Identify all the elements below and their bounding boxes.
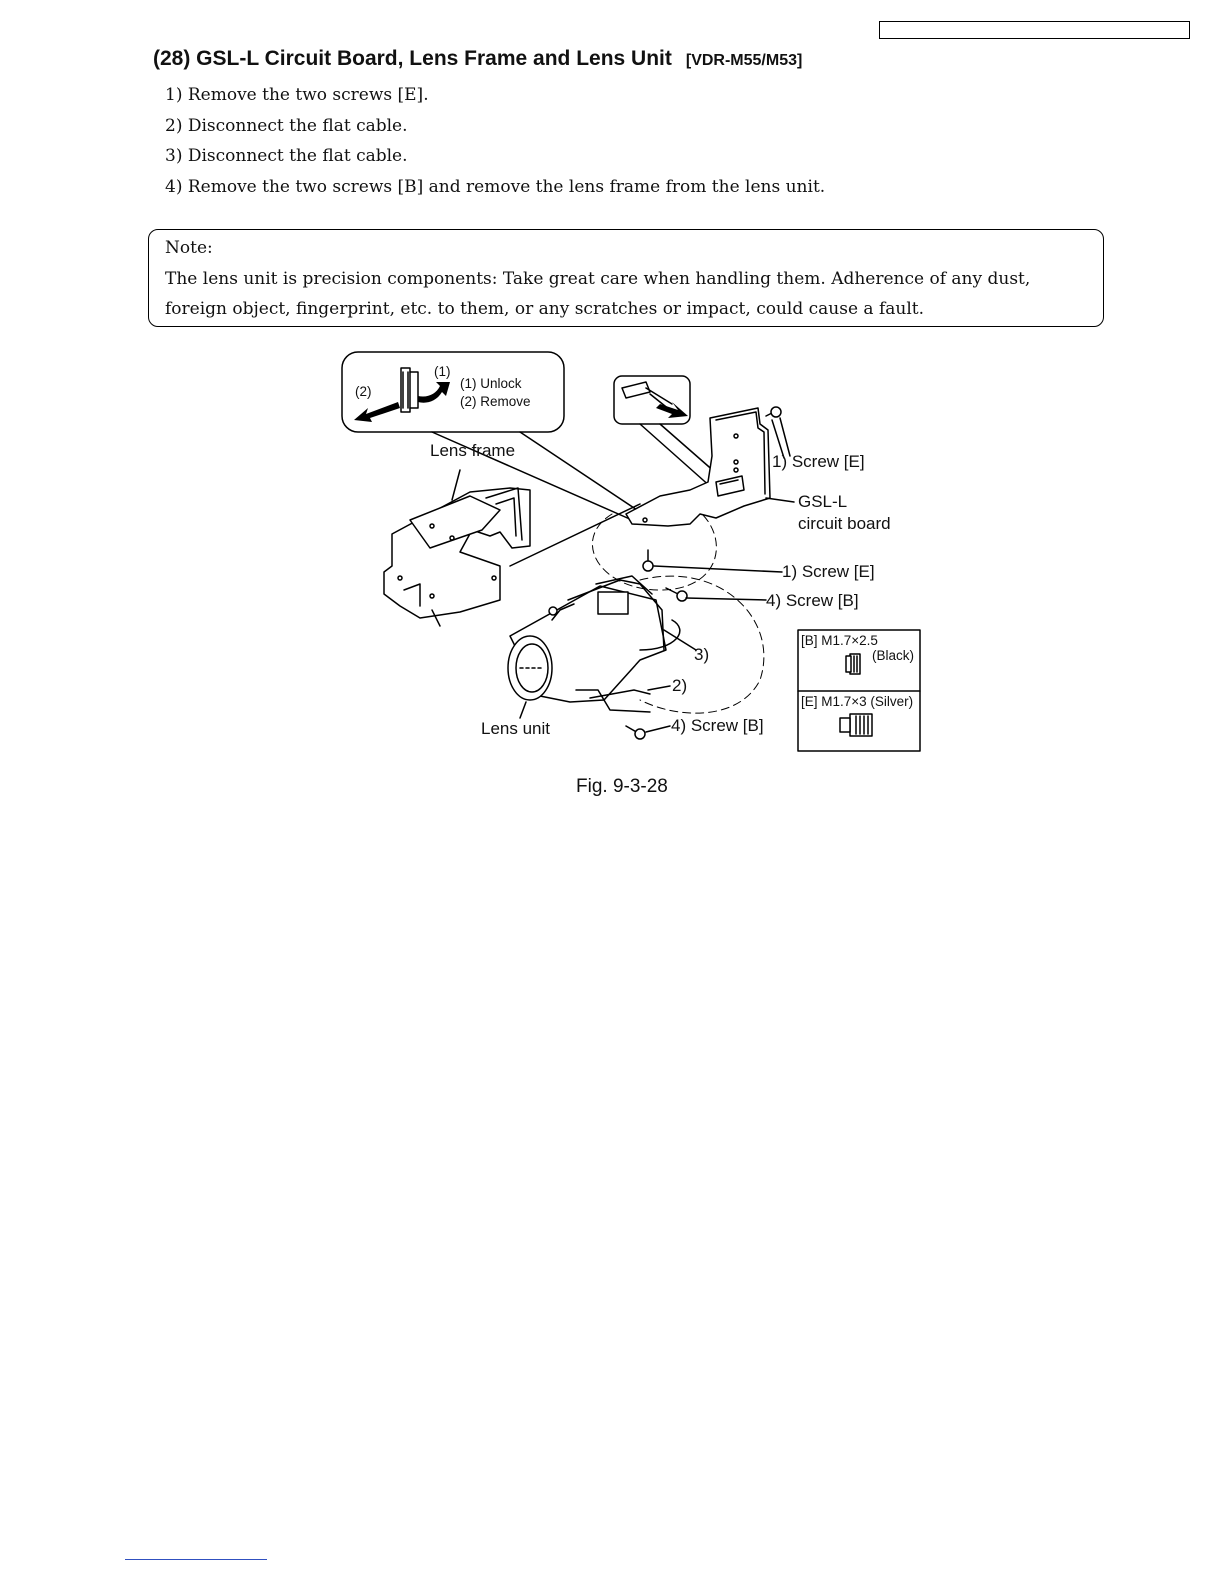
model-tag: [VDR-M55/M53] [685, 52, 803, 69]
callout-unlock-label: (1) Unlock [460, 376, 522, 391]
lens-frame-drawing [384, 488, 530, 626]
note-line-2: foreign object, fingerprint, etc. to them, or any scratches or impact, could cause a fault. [165, 299, 925, 319]
step-3-label: 3) [694, 645, 710, 664]
note-line-1: The lens unit is precision components: Take great care when handling them. Adherence of any dust, [165, 268, 1031, 289]
connector-callout [342, 352, 564, 432]
screw-e-top-drawing [766, 407, 781, 417]
screw-b-color: (Black) [872, 648, 915, 663]
screw-b-top-label: 4) Screw [B] [766, 591, 859, 610]
figure-caption: Fig. 9-3-28 [576, 776, 668, 797]
step-2: 2) Disconnect the flat cable. [165, 115, 408, 136]
gsl-l-board-drawing [626, 408, 770, 526]
note-heading: Note: [165, 238, 213, 258]
step-3: 3) Disconnect the flat cable. [165, 146, 408, 166]
lens-frame-label: Lens frame [430, 441, 516, 460]
screw-b-spec: [B] M1.7×2.5 [801, 633, 878, 648]
screw-e-spec: [E] M1.7×3 (Silver) [801, 694, 914, 709]
step-2-label: 2) [672, 676, 688, 695]
screw-e-mid-label: 1) Screw [E] [782, 562, 875, 581]
screw-b-bottom-drawing [626, 726, 645, 739]
footer-link-line [125, 1559, 267, 1560]
gsl-l-label-line2: circuit board [798, 514, 891, 533]
callout-step-1-label: (1) [434, 364, 451, 379]
lens-unit-label: Lens unit [481, 719, 550, 738]
section-title-text: (28) GSL-L Circuit Board, Lens Frame and Lens Unit [153, 47, 672, 70]
screw-e-top-label: 1) Screw [E] [772, 452, 865, 471]
lens-unit-drawing [508, 576, 680, 712]
screw-e-mid-drawing [643, 550, 653, 571]
screw-b-bottom-label: 4) Screw [B] [671, 716, 764, 735]
step-1: 1) Remove the two screws [E]. [165, 85, 429, 105]
screw-b-top-drawing [666, 588, 687, 601]
callout-step-2-label: (2) [355, 384, 372, 399]
callout-remove-label: (2) Remove [460, 394, 531, 409]
step-4: 4) Remove the two screws [B] and remove the lens frame from the lens unit. [165, 176, 826, 197]
gsl-l-label-line1: GSL-L [798, 492, 848, 511]
